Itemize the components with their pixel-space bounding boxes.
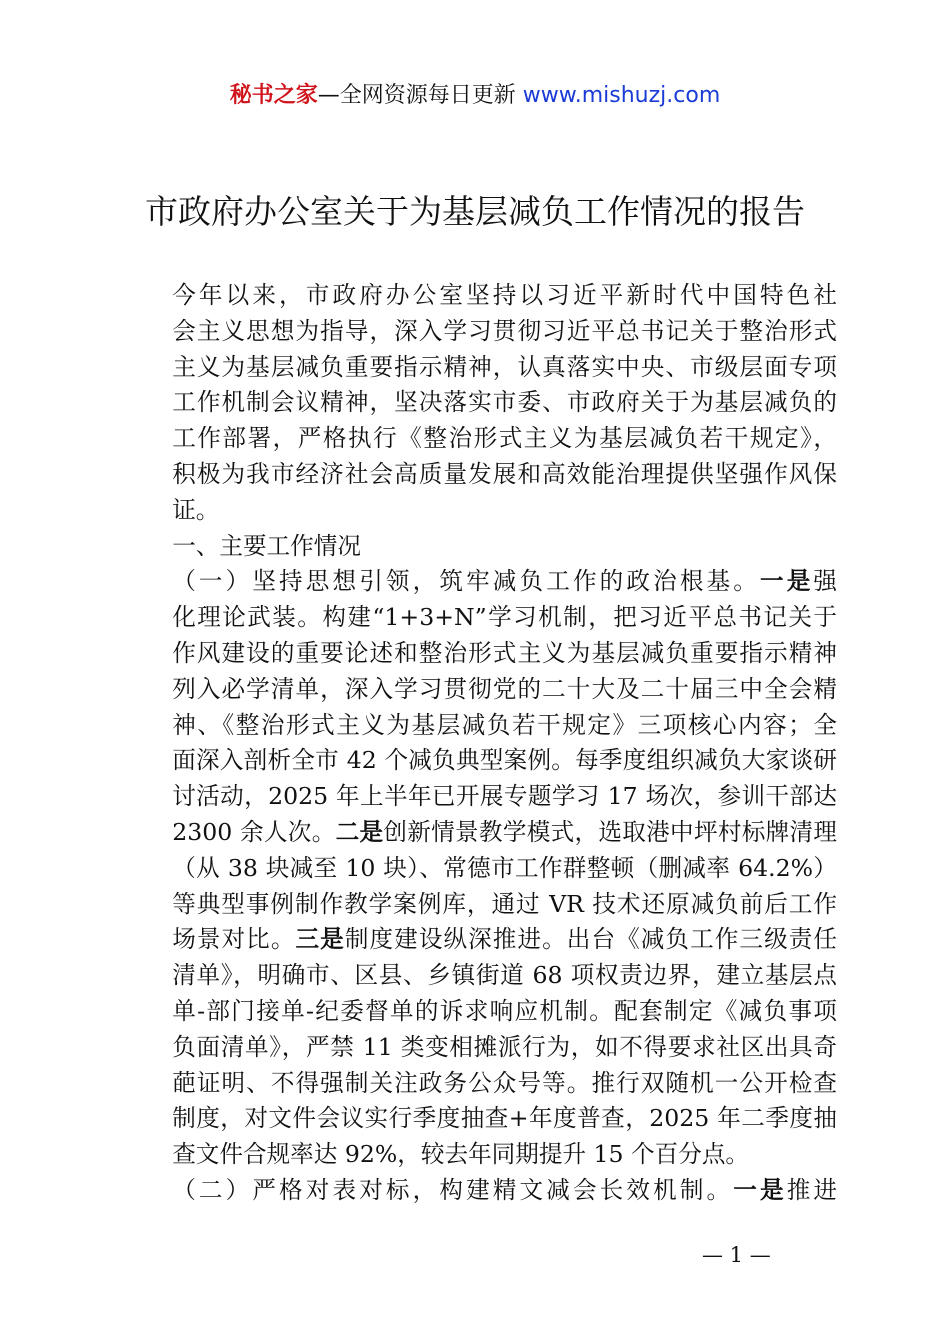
text-line: 讨活动，2025 年上半年已开展专题学习 17 场次，参训干部达 [172, 782, 837, 811]
keyword-bold: 三是 [295, 925, 345, 954]
text-line [125, 564, 837, 600]
text-line [125, 815, 837, 851]
text-fragment: 制度建设纵深推进。出台《减负工作三级责任 [344, 925, 838, 954]
text-line: 葩证明、不得强制关注政务公众号等。推行双随机一公开检查 [172, 1068, 837, 1097]
text-line: 工作机制会议精神，坚决落实市委、市政府关于为基层减负的 [172, 388, 837, 417]
subsection-lead: （二）严格对表对标，构建精文减会长效机制。 [172, 1175, 734, 1204]
subsection-paragraph-1 [125, 564, 837, 1173]
text-line: 负面清单》，严禁 11 类变相摊派行为，如不得要求社区出具奇 [172, 1032, 837, 1061]
subsection-lead: （一）坚持思想引领，筑牢减负工作的政治根基。 [172, 567, 760, 596]
header-tagline: —全网资源每日更新 [317, 83, 516, 108]
section-heading: 一、主要工作情况 [172, 531, 361, 560]
document-title: 市政府办公室关于为基层减负工作情况的报告 [145, 192, 805, 231]
site-url-link[interactable]: www.mishuzj.com [522, 83, 721, 108]
keyword-bold: 一是 [733, 1175, 787, 1204]
text-fragment: 2300 余人次。 [172, 817, 336, 846]
text-line [125, 1173, 837, 1209]
text-line: 化理论武装。构建“1+3+N”学习机制，把习近平总书记关于 [172, 603, 837, 632]
text-line: 清单》，明确市、区县、乡镇街道 68 项权责边界，建立基层点 [172, 961, 837, 990]
text-fragment: 推进 [786, 1175, 838, 1204]
site-header [0, 80, 950, 112]
page-number: — 1 — [702, 1243, 771, 1267]
text-line: 查文件合规率达 92%，较去年同期提升 15 个百分点。 [172, 1140, 750, 1169]
subsection-paragraph-2 [125, 1173, 837, 1209]
text-line: 积极为我市经济社会高质量发展和高效能治理提供坚强作风保 [172, 459, 837, 488]
text-line: 证。 [172, 495, 220, 524]
text-line: （从 38 块减至 10 块）、常德市工作群整顿（删减率 64.2%） [172, 853, 837, 882]
text-line: 列入必学清单，深入学习贯彻党的二十大及二十届三中全会精 [172, 674, 837, 703]
text-line: 制度，对文件会议实行季度抽查+年度普查，2025 年二季度抽 [172, 1104, 837, 1133]
text-fragment: 创新情景教学模式，选取港中坪村标牌清理 [383, 817, 837, 846]
keyword-bold: 二是 [335, 817, 384, 846]
intro-paragraph [125, 278, 837, 529]
text-fragment: 场景对比。 [172, 925, 296, 954]
text-line [125, 922, 837, 958]
brand-name: 秘书之家 [229, 83, 318, 108]
text-line: 等典型事例制作教学案例库，通过 VR 技术还原减负前后工作 [172, 889, 837, 918]
text-line: 会主义思想为指导，深入学习贯彻习近平总书记关于整治形式 [172, 316, 837, 345]
text-line: 作风建设的重要论述和整治形式主义为基层减负重要指示精神 [172, 638, 837, 667]
text-line: 主义为基层减负重要指示精神，认真落实中央、市级层面专项 [172, 352, 837, 381]
text-line: 面深入剖析全市 42 个减负典型案例。每季度组织减负大家谈研 [172, 746, 837, 775]
text-fragment: 强 [813, 567, 838, 596]
text-line: 工作部署，严格执行《整治形式主义为基层减负若干规定》， [172, 424, 837, 453]
text-line: 今年以来，市政府办公室坚持以习近平新时代中国特色社 [172, 281, 837, 309]
text-line: 单-部门接单-纪委督单的诉求响应机制。配套制定《减负事项 [172, 996, 837, 1025]
keyword-bold: 一是 [759, 567, 814, 596]
text-line: 神、《整治形式主义为基层减负若干规定》三项核心内容；全 [172, 710, 837, 739]
document-body [125, 278, 837, 1209]
